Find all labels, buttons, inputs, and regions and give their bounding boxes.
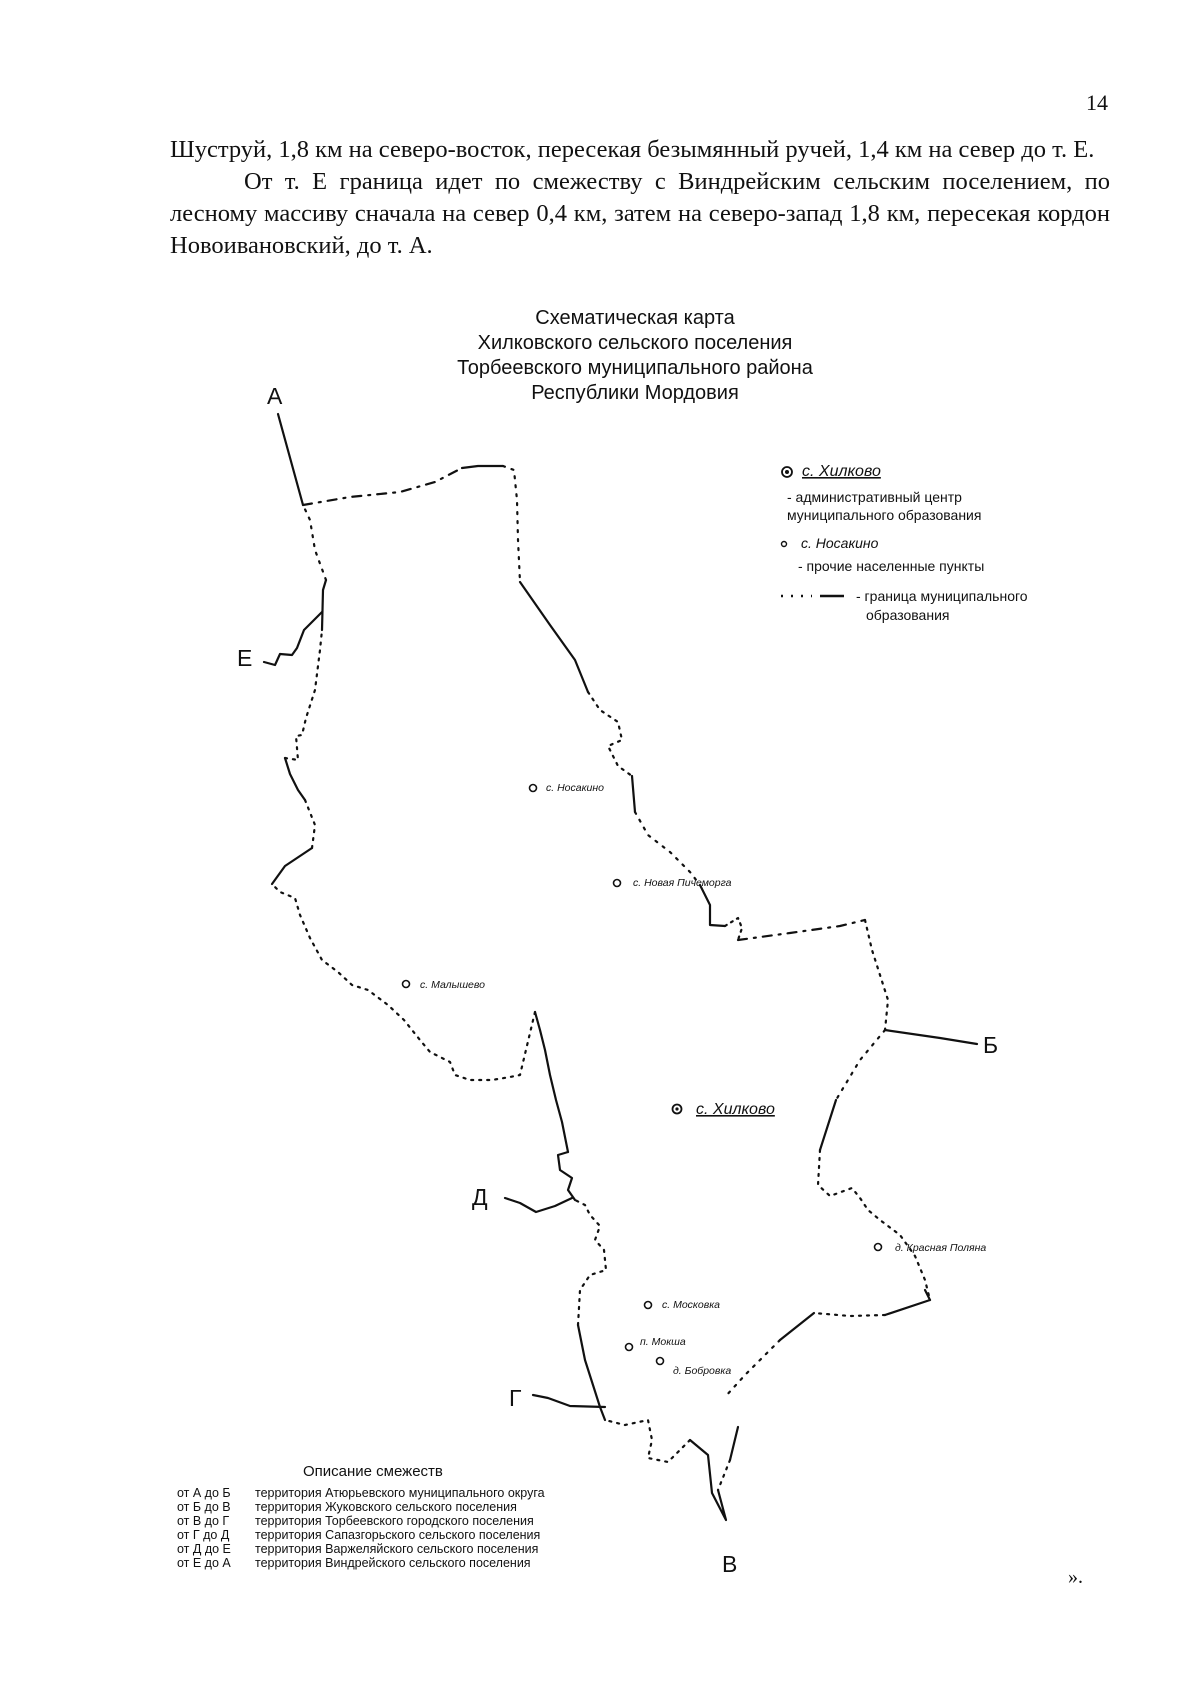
boundary-segment-v-outer (690, 1440, 726, 1520)
boundary-segment-southwest-1 (605, 1420, 690, 1462)
legend-boundary-desc-2: образования (866, 607, 950, 623)
adjacency-title: Описание смежеств (303, 1463, 443, 1480)
settlement-label: с. Хилково (696, 1101, 775, 1118)
legend-settlement-icon (782, 542, 787, 547)
boundary-segment-east-5 (738, 920, 865, 940)
boundary-segment-south-3 (780, 1313, 814, 1340)
legend-other-desc: - прочие населенные пункты (798, 558, 985, 574)
boundary-segment-west-5 (285, 758, 305, 800)
adjacency-desc: территория Виндрейского сельского поселения (255, 1556, 531, 1570)
boundary-segment-south-2 (814, 1313, 885, 1316)
boundary-segment-west-1 (535, 1012, 568, 1152)
boundary-segment-east-4 (725, 918, 742, 940)
paragraph-1: Шуструй, 1,8 км на северо-восток, пересекая безымянный ручей, 1,4 км на север до т. Е. (170, 136, 1095, 163)
boundary-segment-south-1 (885, 1300, 930, 1315)
boundary-segment-east-1 (632, 776, 635, 812)
boundary-segment-west-6 (285, 630, 322, 760)
adjacency-desc: территория Сапазгорьского сельского поселения (255, 1528, 541, 1542)
settlement-label: с. Новая Пичеморга (633, 877, 732, 889)
adjacency-row (177, 1500, 517, 1514)
boundary-segment-southeast-2 (820, 1100, 836, 1150)
settlement-marker (626, 1344, 633, 1351)
map-title-line-2: Хилковского сельского поселения (477, 332, 793, 354)
settlement-label: с. Московка (662, 1299, 720, 1311)
boundary-segment-b-inner (885, 1030, 977, 1044)
settlement-label: с. Малышево (420, 979, 485, 991)
adjacency-row (177, 1556, 531, 1570)
settlement-marker (614, 880, 621, 887)
adjacency-range: от Е до А (177, 1556, 231, 1570)
point-label-b: Б (983, 1032, 999, 1058)
boundary-segment-west-4 (305, 800, 315, 848)
settlement-label: д. Бобровка (673, 1365, 732, 1377)
boundary-segment-south-4 (725, 1340, 780, 1397)
boundary-segment-north-2 (462, 466, 503, 468)
adjacency-desc: территория Атюрьевского муниципального округа (255, 1486, 545, 1500)
boundary-segment-northeast-3 (588, 692, 632, 776)
legend-center-desc-2: муниципального образования (787, 507, 982, 523)
boundary-segment-e-outer (264, 612, 322, 665)
paragraph-2: От т. Е граница идет по смежеству с Виндрейским сельским поселением, по лесному массиву сначала на север 0,4 км, затем на северо-запад 1,8 км, пересекая кордон Новоивановский, до т. А. (170, 168, 1110, 259)
settlement-khilkovo (673, 1101, 775, 1118)
point-label-d: Д (472, 1184, 488, 1210)
boundary-segment-west-8 (303, 505, 326, 580)
map-legend (781, 463, 1028, 623)
point-label-e: Е (237, 645, 253, 671)
settlement-marker (530, 785, 537, 792)
boundary-segment-northeast-1 (503, 466, 520, 582)
boundary-segment-g-outer (533, 1395, 605, 1407)
point-label-g: Г (509, 1385, 522, 1411)
boundary-segment-east-6 (865, 920, 888, 1030)
boundary-segment-east-3 (700, 885, 725, 926)
adjacency-row (177, 1514, 534, 1528)
map-title-line-1: Схематическая карта (535, 307, 735, 329)
settlement-marker (645, 1302, 652, 1309)
settlement-label: д. Красная Поляна (895, 1242, 987, 1254)
adjacency-range: от Д до Е (177, 1542, 231, 1556)
map-title-line-3: Торбеевского муниципального района (457, 357, 813, 379)
boundary-outline (264, 414, 977, 1520)
adjacency-range: от А до Б (177, 1486, 231, 1500)
boundary-segment-south-5 (730, 1427, 738, 1460)
boundary-segment-southwest-2 (575, 1200, 606, 1325)
adjacency-row (177, 1542, 538, 1556)
boundary-segment-west-3 (272, 848, 312, 884)
boundary-segment-southeast-1 (836, 1030, 885, 1100)
boundary-segment-south-6 (718, 1460, 730, 1490)
adjacency-desc: территория Жуковского сельского поселения (255, 1500, 517, 1514)
settlement-label: п. Мокша (640, 1336, 686, 1348)
settlement-marker (875, 1244, 882, 1251)
settlement-marker (657, 1358, 664, 1365)
settlement-krasnaya-polyana (875, 1242, 987, 1254)
settlement-marker (403, 981, 410, 988)
adjacency-desc: территория Варжеляйского сельского поселения (255, 1542, 539, 1556)
admin-center-marker-dot (675, 1107, 678, 1110)
adjacency-desc: территория Торбеевского городского поселения (255, 1514, 534, 1528)
settlement-novaya-pichenorga (614, 877, 732, 889)
settlement-moskovka (645, 1299, 721, 1311)
boundary-segment-east-2 (635, 812, 700, 885)
point-label-v: В (722, 1551, 738, 1577)
boundary-segment-a-outer (278, 414, 303, 505)
legend-center-desc-1: - административный центр (787, 489, 962, 505)
boundary-segment-d-outer (505, 1198, 572, 1212)
closing-quote: ». (1068, 1566, 1083, 1588)
settlement-nosakino (530, 782, 605, 794)
adjacency-description (177, 1463, 545, 1570)
boundary-segment-north (303, 468, 462, 505)
settlement-malyshevo (403, 979, 486, 991)
boundary-segment-west-7 (322, 580, 326, 630)
adjacency-row (177, 1528, 540, 1542)
map-title-line-4: Республики Мордовия (531, 382, 739, 404)
adjacency-row (177, 1486, 545, 1500)
adjacency-range: от Г до Д (177, 1528, 230, 1542)
settlement-moksha (626, 1336, 686, 1351)
page-number: 14 (1086, 90, 1108, 115)
settlement-bobrovka (657, 1358, 732, 1378)
legend-other-name: с. Носакино (801, 535, 879, 551)
legend-admin-center-icon-dot (785, 470, 789, 474)
adjacency-range: от В до Г (177, 1514, 230, 1528)
adjacency-range: от Б до В (177, 1500, 231, 1514)
boundary-segment-d-area (558, 1152, 575, 1200)
boundary-segment-northeast-2 (520, 582, 588, 692)
legend-center-name: с. Хилково (802, 463, 881, 480)
settlement-label: с. Носакино (546, 782, 605, 794)
legend-boundary-desc-1: - граница муниципального (856, 588, 1028, 604)
point-label-a: А (267, 383, 283, 409)
boundary-segment-southeast-3 (818, 1150, 930, 1300)
